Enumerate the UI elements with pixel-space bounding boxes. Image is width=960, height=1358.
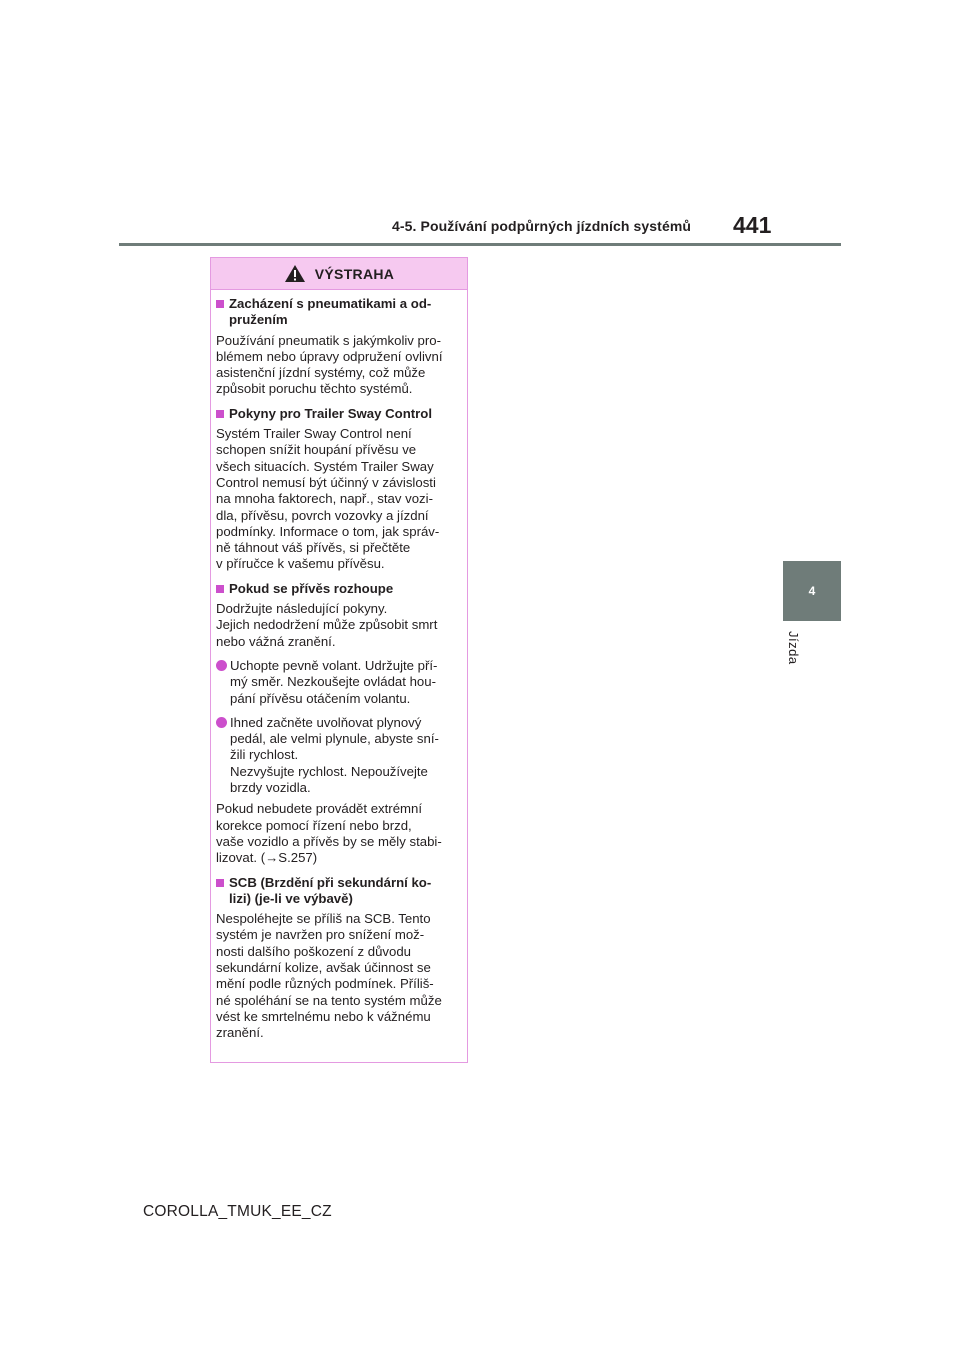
warning-paragraph: Dodržujte následující pokyny. Jejich nedodržení může způsobit smrt nebo vážná zranění. [216,601,438,649]
heading-text: Pokyny pro Trailer Sway Control [229,405,432,421]
warning-section-heading [216,581,461,597]
chapter-label: Jízda [786,631,801,665]
document-code: COROLLA_TMUK_EE_CZ [143,1203,332,1220]
warning-bullet-item [216,715,461,796]
section-title: 4-5. Používání podpůrných jízdních systémů [392,218,692,234]
heading-text: SCB (Brzdění při sekundární ko- lizi) (je-li ve výbavě) [229,874,432,906]
round-bullet-icon [216,660,227,671]
header-divider [119,243,841,246]
square-bullet-icon [216,300,224,308]
heading-text: Zacházení s pneumatikami a od- pružením [229,296,432,328]
warning-paragraph: Používání pneumatik s jakýmkoliv pro- blémem nebo úpravy odpružení ovlivní asistenční jízdní systémy, což může způsobit poruchu těchto systémů. [216,332,443,397]
bullet-text: Ihned začněte uvolňovat plynový pedál, ale velmi plynule, abyste sní- žili rychlost. Nezvyšujte rychlost. Nepoužívejte brzdy vozidla. [230,714,439,796]
bullet-text: Uchopte pevně volant. Udržujte pří- mý směr. Nezkoušejte ovládat hou- pání přívěsu otáčením volantu. [230,657,438,706]
warning-box [210,257,468,1063]
heading-text: Pokud se přívěs rozhoupe [229,580,394,596]
warning-section-heading [216,406,461,422]
warning-header [211,258,467,290]
warning-section-heading [216,296,461,329]
page-number: 441 [733,212,772,238]
round-bullet-icon [216,717,227,728]
warning-paragraph: Nespoléhejte se příliš na SCB. Tento systém je navržen pro snížení mož- nosti dalšího poškození z důvodu sekundární kolize, avšak účinnost se mění podle různých podmínek. Příliš- né spoléhání se na tento systém může vést ke smrtelnému nebo k vážnému zranění. [216,911,442,1041]
warning-bullet-item [216,658,461,707]
warning-triangle-icon [284,264,306,283]
warning-title: VÝSTRAHA [314,265,395,282]
warning-paragraph: Systém Trailer Sway Control není schopen snížit houpání přívěsu ve všech situacích. Systém Trailer Sway Control nemusí být účinný v závislosti na mnoha faktorech, např., stav vozi- dla, přívěsu, povrch vozovky a jízdní podmínky. Informace o tom, jak správ- ně táhnout váš přívěs, si přečtěte v příručce k vašemu přívěsu. [216,426,440,572]
warning-body [211,290,467,1041]
warning-section-heading [216,875,461,908]
square-bullet-icon [216,585,224,593]
square-bullet-icon [216,879,224,887]
square-bullet-icon [216,410,224,418]
warning-paragraph: Pokud nebudete provádět extrémní korekce pomocí řízení nebo brzd, vaše vozidlo a přívěs by se měly stabi- lizovat. (→S.257) [216,801,442,866]
chapter-number: 4 [808,584,816,598]
